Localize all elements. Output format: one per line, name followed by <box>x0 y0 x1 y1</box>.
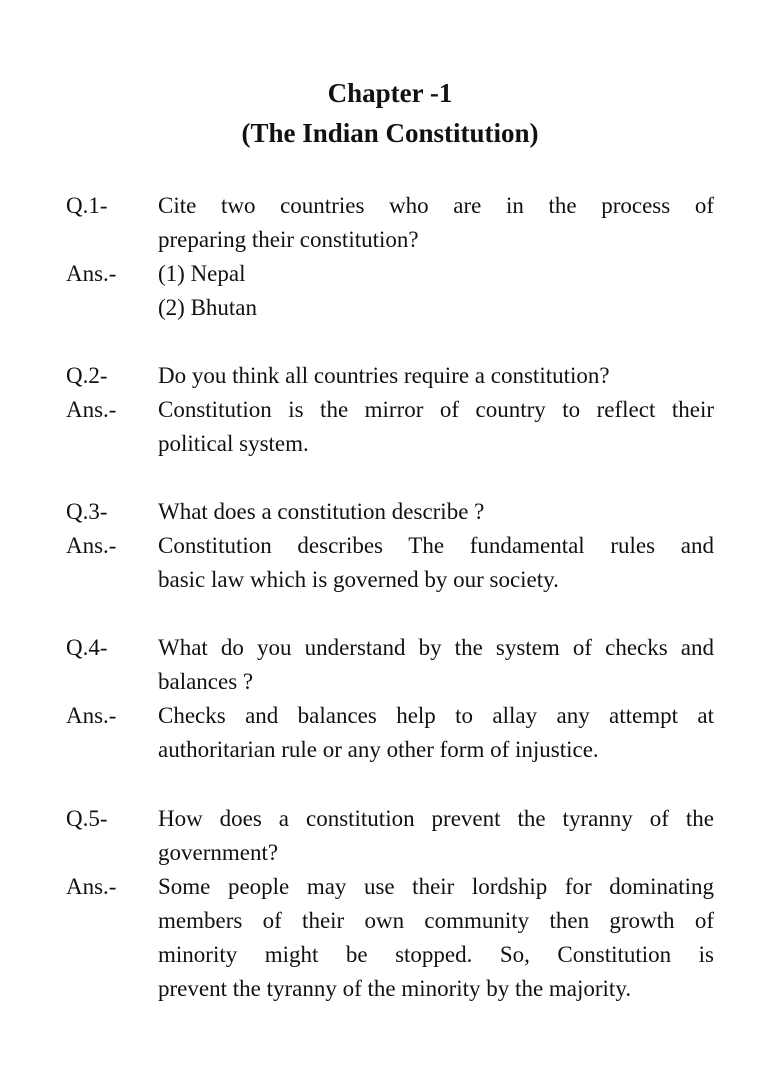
answer-row <box>66 699 714 767</box>
question-line: What does a constitution describe ? <box>158 499 485 524</box>
question-line: preparing their constitution? <box>158 227 419 252</box>
question-row <box>66 189 714 257</box>
answer-line: Checks and balances help to allay any attempt at <box>158 703 714 728</box>
answer-line: political system. <box>158 431 309 456</box>
question-line: government? <box>158 840 279 865</box>
question-row <box>66 495 714 529</box>
answer-line: (2) Bhutan <box>158 295 258 320</box>
qa-block-5 <box>66 802 714 1006</box>
answer-line: members of their own community then growth of <box>158 908 714 933</box>
question-row <box>66 631 714 699</box>
question-row <box>66 802 714 870</box>
question-line: Do you think all countries require a constitution? <box>158 363 610 388</box>
question-label: Q.5- <box>66 806 108 831</box>
answer-line: authoritarian rule or any other form of injustice. <box>158 737 599 762</box>
qa-block-3 <box>66 495 714 597</box>
question-line: How does a constitution prevent the tyranny of the <box>158 806 714 831</box>
answer-line: minority might be stopped. So, Constitution is <box>158 942 714 967</box>
answer-label: Ans.- <box>66 533 117 558</box>
answer-text <box>158 699 714 767</box>
answer-line: prevent the tyranny of the minority by the majority. <box>158 976 632 1001</box>
question-label: Q.3- <box>66 499 108 524</box>
answer-line: Some people may use their lordship for dominating <box>158 874 714 899</box>
question-text <box>158 189 714 257</box>
question-line: Cite two countries who are in the process of <box>158 193 714 218</box>
question-line: balances ? <box>158 669 254 694</box>
answer-text <box>158 393 714 461</box>
answer-line: Constitution describes The fundamental rules and <box>158 533 714 558</box>
chapter-title: Chapter -1 <box>327 78 453 108</box>
question-label: Q.1- <box>66 193 108 218</box>
question-text <box>158 495 714 529</box>
answer-line: (1) Nepal <box>158 261 246 286</box>
answer-label: Ans.- <box>66 874 117 899</box>
qa-block-4 <box>66 631 714 767</box>
question-text <box>158 631 714 699</box>
question-text <box>158 359 714 393</box>
answer-label: Ans.- <box>66 703 117 728</box>
answer-label: Ans.- <box>66 261 117 286</box>
answer-text <box>158 870 714 1006</box>
qa-block-1 <box>66 189 714 325</box>
qa-block-2 <box>66 359 714 461</box>
question-line: What do you understand by the system of checks and <box>158 635 714 660</box>
answer-text <box>158 529 714 597</box>
answer-text <box>158 257 714 325</box>
chapter-subtitle: (The Indian Constitution) <box>241 118 539 148</box>
question-label: Q.2- <box>66 363 108 388</box>
answer-row <box>66 393 714 461</box>
answer-line: Constitution is the mirror of country to reflect their <box>158 397 714 422</box>
answer-row <box>66 529 714 597</box>
answer-row <box>66 257 714 325</box>
answer-label: Ans.- <box>66 397 117 422</box>
answer-row <box>66 870 714 1006</box>
question-label: Q.4- <box>66 635 108 660</box>
question-row <box>66 359 714 393</box>
answer-line: basic law which is governed by our society. <box>158 567 559 592</box>
question-text <box>158 802 714 870</box>
